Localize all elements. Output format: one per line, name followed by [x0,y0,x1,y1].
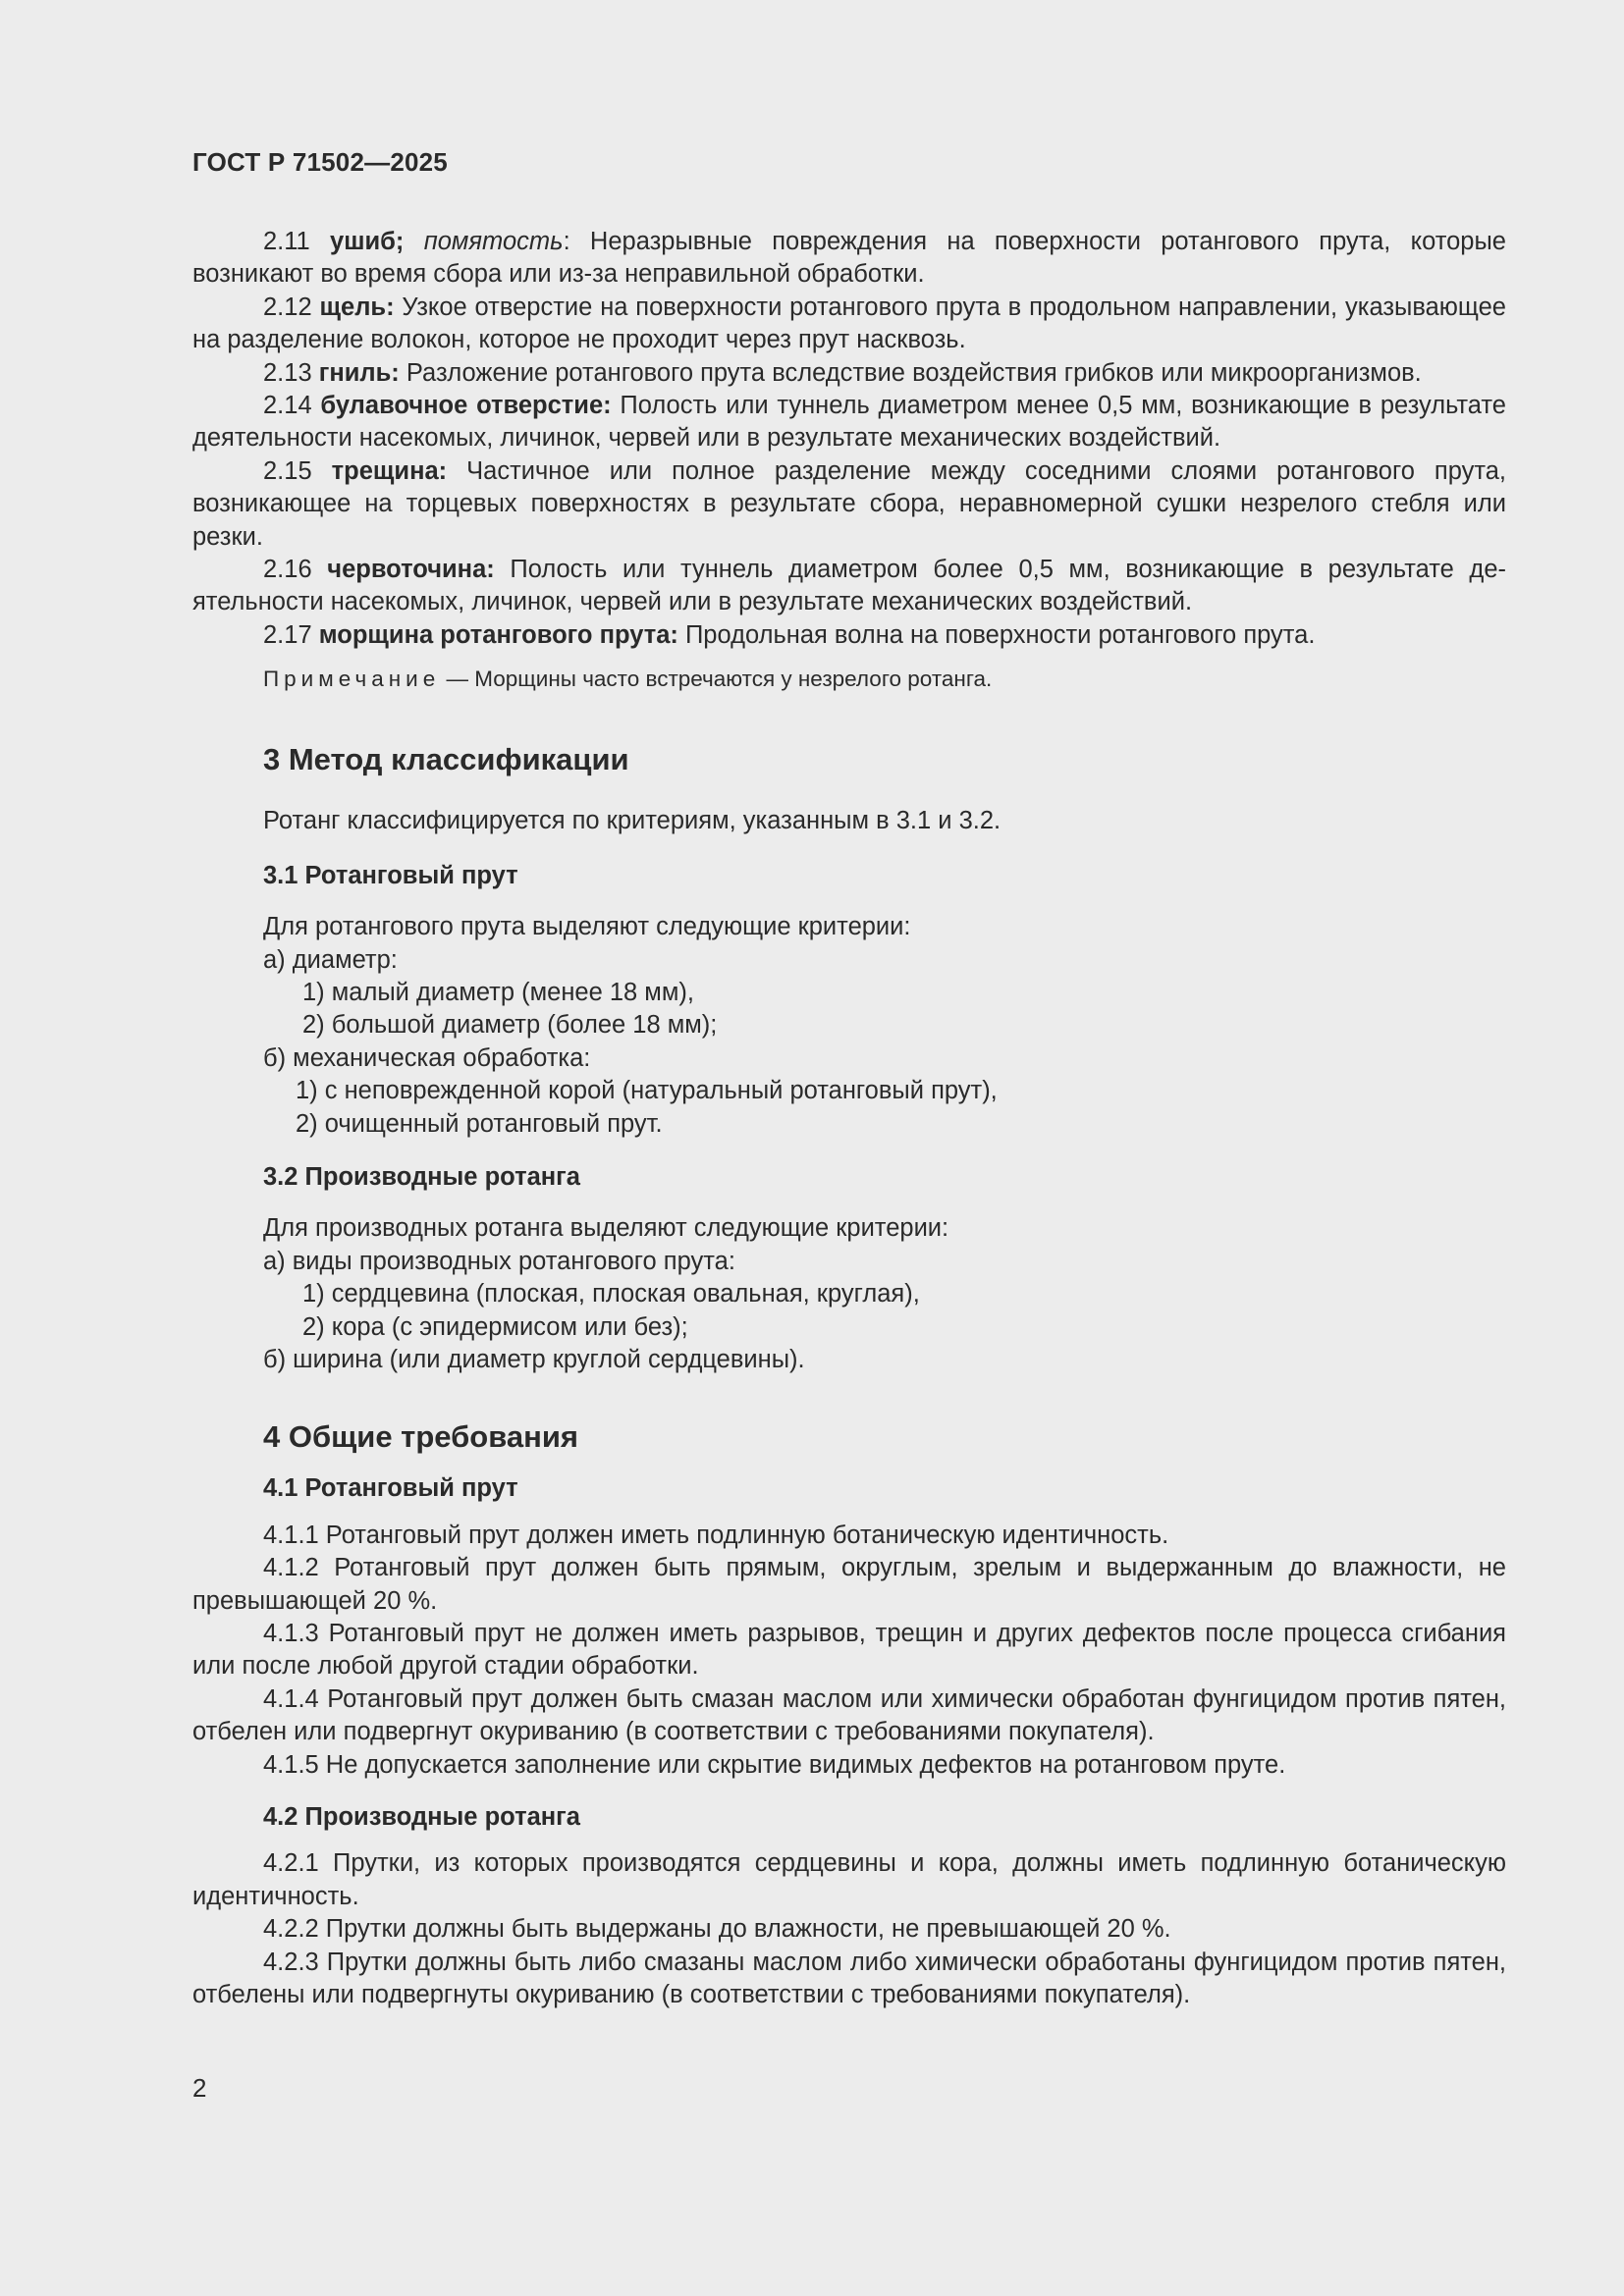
paragraph-4-1-4: 4.1.4 Ротанговый прут должен быть смазан маслом или химически обработан фунгицидом против пятен, отбелен или подвергнут окуриванию (в соответствии с требованиями покупателя). [192,1684,1506,1746]
definition-2-13 [192,357,1506,390]
term-name: ушиб; [330,228,405,255]
term-definition: Узкое отверстие на поверхности ротангового прута в продольном направлении, указывающее на разделение волокон, которое не проходит через прут насквозь. [192,293,1506,354]
document-body [192,226,1506,2011]
definition-2-12 [192,292,1506,357]
paragraph-4-2-2: 4.2.2 Прутки должны быть выдержаны до влажности, не превышающей 20 %. [263,1915,1171,1944]
paragraph-4-1-5: 4.1.5 Не допускается заполнение или скрытие видимых дефектов на ротанговом пруте. [263,1750,1286,1779]
definition-2-17 [192,619,1506,652]
term-name: гниль: [318,358,400,387]
term-definition: Полость или туннель диаметром менее 0,5 мм, возникающие в результате деятельности насекомых, личинок, червей или в результате механических воздействий. [192,392,1506,453]
term-synonym: помятость [423,228,564,255]
term-number: 2.17 [263,620,312,649]
term-number: 2.14 [263,392,312,420]
subsection-3-2-title: 3.2 Производные ротанга [263,1162,580,1191]
term-definition: Разложение ротангового прута вследствие воздействия грибков или микроорганизмов. [399,358,1422,387]
list-item: б) ширина (или диаметр круглой сердцевины). [263,1345,805,1373]
term-name: трещина: [331,456,448,485]
list-item: 2) кора (с эпидермисом или без); [302,1312,688,1341]
list-item: 1) сердцевина (плоская, плоская овальная, круглая), [302,1280,920,1308]
paragraph-4-1-1: 4.1.1 Ротанговый прут должен иметь подлинную ботаническую идентичность. [263,1521,1169,1549]
term-name: морщина ротангового прута: [318,620,678,649]
term-number: 2.15 [263,456,312,485]
paragraph-4-1-2: 4.1.2 Ротанговый прут должен быть прямым, округлым, зрелым и выдержанным до влажности, не превышающей 20 %. [192,1554,1506,1615]
note-text: — Морщины часто встречаются у незрелого ротанга. [440,667,993,692]
page-number: 2 [192,2073,207,2103]
section-4-title: 4 Общие требования [263,1419,578,1455]
list-item: 1) с неповрежденной корой (натуральный ротанговый прут), [296,1077,998,1105]
term-number: 2.13 [263,358,312,387]
term-number: 2.12 [263,293,312,321]
term-name: щель: [319,293,395,321]
term-number: 2.11 [263,228,310,255]
subsection-4-2-title: 4.2 Производные ротанга [263,1803,580,1832]
list-item: 2) очищенный ротанговый прут. [296,1109,663,1138]
paragraph-4-2-1: 4.2.1 Прутки, из которых производятся сердцевины и кора, должны иметь подлинную ботаническую идентичность. [192,1849,1506,1910]
note [263,665,1506,694]
term-name: булавочное отверстие: [320,392,612,420]
paragraph-4-2-3: 4.2.3 Прутки должны быть либо смазаны маслом либо химически обработаны фунгицидом против пятен, отбелены или подвергнуты окуриванию (в соответствии с требованиями покупателя). [192,1948,1506,2009]
term-definition: Полость или туннель диаметром более 0,5 мм, возникающие в результате деятельности насекомых, личинок, червей или в результате механических воздействий. [192,556,1506,616]
subsection-3-1-title: 3.1 Ротанговый прут [263,861,518,889]
note-label: Примечание [263,667,441,692]
criteria-lead: Для ротангового прута выделяют следующие критерии: [263,913,911,941]
definition-2-16 [192,554,1506,619]
term-number: 2.16 [263,556,312,584]
paragraph-4-1-3: 4.1.3 Ротанговый прут не должен иметь разрывов, трещин и других дефектов после процесса сгибания или после любой другой стадии обработки. [192,1620,1506,1681]
list-item: а) диаметр: [263,945,398,974]
list-item: б) механическая обработка: [263,1043,591,1072]
term-name: червоточина: [327,556,495,584]
term-definition: Продольная волна на поверхности ротангового прута. [677,620,1316,649]
definition-2-14 [192,390,1506,455]
section-3-intro: Ротанг классифицируется по критериям, указанным в 3.1 и 3.2. [263,807,1001,835]
list-item: 2) большой диаметр (более 18 мм); [302,1011,718,1040]
definition-2-11 [192,226,1506,292]
section-3-title: 3 Метод классификации [263,742,629,777]
term-definition: Частичное или полное разделение между соседними слоями ротангового прута, возникающее на торцевых поверхностях в результате сбора, неравномерной сушки незрелого стебля или резки. [192,456,1506,551]
list-item: а) виды производных ротангового прута: [263,1247,735,1275]
term-definition: : Неразрывные повреждения на поверхности ротангового прута, которые возникают во время сбора или из-за неправильной обработки. [192,228,1506,289]
subsection-4-1-title: 4.1 Ротанговый прут [263,1474,518,1503]
criteria-lead: Для производных ротанга выделяют следующие критерии: [263,1214,949,1243]
page-header: ГОСТ Р 71502—2025 [192,147,448,177]
definition-2-15 [192,455,1506,554]
list-item: 1) малый диаметр (менее 18 мм), [302,978,694,1006]
